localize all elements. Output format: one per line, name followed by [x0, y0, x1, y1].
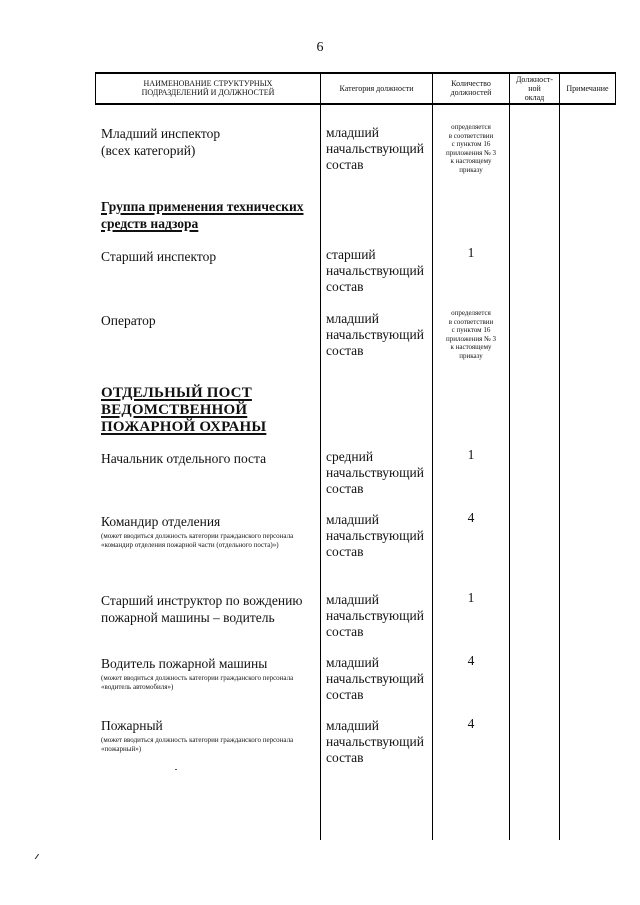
header-salary-column: Должност- ной оклад: [515, 74, 554, 102]
section-title-separate-post: ОТДЕЛЬНЫЙ ПОСТ ВЕДОМСТВЕННОЙ ПОЖАРНОЙ ОХРАНЫ: [101, 385, 267, 435]
position-note: (может вводиться должность категории гражданского персонала «командир отделения пожарной части (отдельного поста)»): [101, 532, 294, 549]
header-quantity-column: Количество должностей: [450, 79, 492, 97]
position-name: Старший инструктор по вождению пожарной машины – водитель: [101, 593, 303, 625]
header-category-column: Категория должности: [339, 83, 414, 93]
column-divider-category: [320, 72, 321, 840]
position-category: младший начальствующий состав: [326, 592, 424, 639]
column-divider-note: [559, 72, 560, 840]
position-category: младший начальствующий состав: [326, 125, 424, 172]
position-name: Старший инспектор: [101, 249, 217, 264]
position-category: старший начальствующий состав: [326, 247, 424, 294]
quantity-value: 1: [467, 590, 475, 605]
table-header-rule: [95, 103, 616, 105]
column-divider-salary: [509, 72, 510, 840]
quantity-value: 1: [467, 447, 475, 462]
position-category: младший начальствующий состав: [326, 311, 424, 358]
position-category: младший начальствующий состав: [326, 655, 424, 702]
position-name: Командир отделения (может вводиться должность категории гражданского персонала «командир отделения пожарной части (отдельного поста)»): [101, 513, 311, 549]
quantity-value: 1: [467, 245, 475, 260]
column-divider-right: [615, 72, 616, 104]
position-category: младший начальствующий состав: [326, 718, 424, 765]
position-note: (может вводиться должность категории гражданского персонала «пожарный»): [101, 736, 294, 753]
section-title-technical-group: Группа применения технических средств надзора: [101, 199, 304, 231]
page-number: 6: [316, 40, 324, 55]
position-name: Водитель пожарной машины (может вводиться должность категории гражданского персонала «водитель автомобиля»): [101, 655, 311, 691]
header-note-column: Примечание: [566, 83, 609, 93]
quantity-value: 4: [467, 653, 475, 668]
quantity-value: 4: [467, 510, 475, 525]
quantity-note: определяется в соответствии с пунктом 16 приложения № 3 к настоящему приказу: [445, 123, 497, 174]
position-category: младший начальствующий состав: [326, 512, 424, 559]
position-name: Начальник отдельного поста: [101, 451, 267, 466]
position-name: Младший инспектор (всех категорий): [101, 126, 221, 158]
quantity-note: определяется в соответствии с пунктом 16 приложения № 3 к настоящему приказу: [445, 309, 497, 360]
position-category: средний начальствующий состав: [326, 449, 424, 496]
position-name: Пожарный (может вводиться должность категории гражданского персонала «пожарный»): [101, 717, 311, 753]
header-name-column: НАИМЕНОВАНИЕ СТРУКТУРНЫХ ПОДРАЗДЕЛЕНИЙ И ДОЛЖНОСТЕЙ: [141, 79, 275, 97]
scan-speck: [175, 769, 177, 770]
position-name: Оператор: [101, 313, 156, 328]
pen-mark: [35, 854, 40, 860]
position-note: (может вводиться должность категории гражданского персонала «водитель автомобиля»): [101, 674, 294, 691]
quantity-value: 4: [467, 716, 475, 731]
